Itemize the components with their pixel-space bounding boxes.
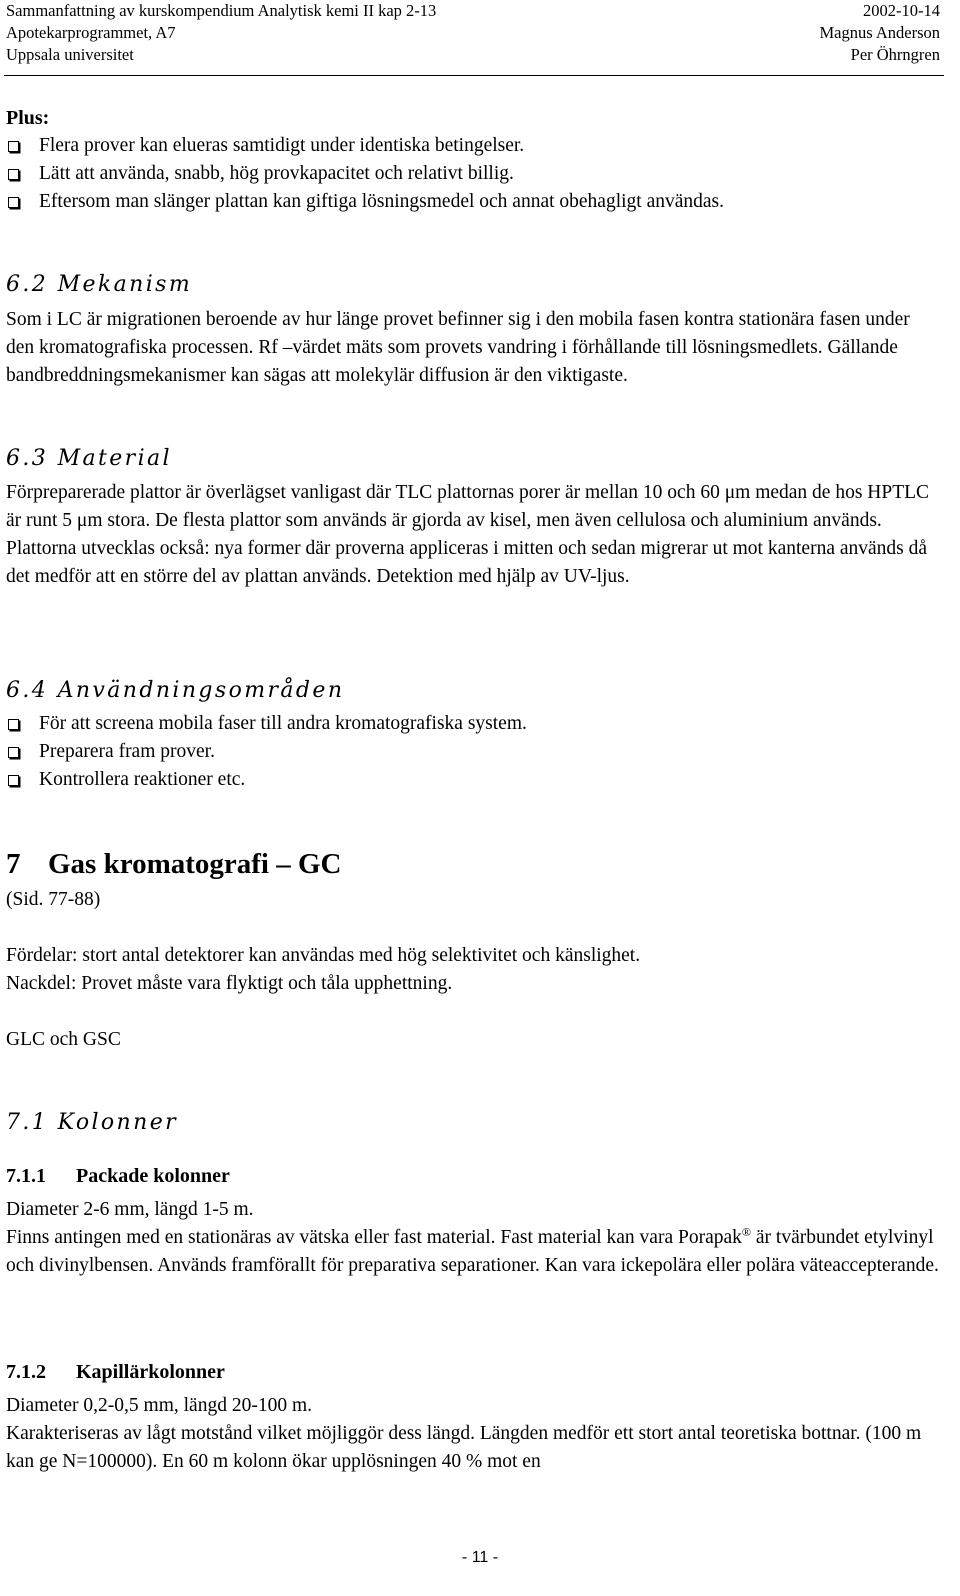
list-item: Lätt att använda, snabb, hög provkapacitet och relativt billig. [6, 160, 942, 188]
checkbox-bullet-icon [8, 719, 19, 730]
header-divider [4, 75, 944, 76]
chapter-pros: Fördelar: stort antal detektorer kan användas med hög selektivitet och känslighet. [6, 945, 641, 966]
checkbox-bullet-icon [8, 775, 19, 786]
chapter-7 [6, 846, 942, 1054]
subsection-heading [6, 1162, 942, 1190]
checkbox-bullet-icon [8, 141, 19, 152]
chapter-page-ref: (Sid. 77-88) [6, 889, 101, 910]
header-course-title: Sammanfattning av kurskompendium Analytisk kemi II kap 2-13 [6, 1, 437, 20]
section-6-2 [6, 270, 942, 390]
list-item: För att screena mobila faser till andra kromatografiska system. [6, 710, 942, 738]
header-program: Apotekarprogrammet, A7 [6, 23, 176, 42]
subsection-title: Kapillärkolonner [76, 1361, 225, 1383]
header-date: 2002-10-14 [863, 1, 940, 20]
section-heading: 6.4 Användningsområden [6, 678, 345, 703]
subsection-dimensions: Diameter 0,2-0,5 mm, längd 20-100 m. [6, 1395, 312, 1416]
checkbox-bullet-icon [8, 197, 19, 208]
list-item: Flera prover kan elueras samtidigt under identiska betingelser. [6, 132, 942, 160]
list-item: Eftersom man slänger plattan kan giftiga lösningsmedel och annat obehagligt användas. [6, 188, 942, 216]
section-6-4 [6, 676, 942, 794]
section-paragraph: Förpreparerade plattor är överlägset vanligast där TLC plattornas porer är mellan 10 och 60 μm medan de hos HPTLC är runt 5 μm stora. De flesta plattor som används är gjorda av kisel, men även cellulosa och aluminium används. Plattorna utvecklas också: nya former där proverna appliceras i mitten och sedan migrerar ut mot kanterna används då det medför att en större del av plattan används. Detektion med hjälp av UV-ljus. [6, 482, 930, 587]
chapter-number: 7 [6, 848, 21, 880]
plus-list [6, 132, 942, 216]
chapter-title: Gas kromatografi – GC [48, 848, 342, 880]
header-line-3 [6, 44, 940, 72]
section-7-1-2 [6, 1358, 942, 1476]
section-paragraph: Som i LC är migrationen beroende av hur länge provet befinner sig i den mobila fasen kontra stationära fasen under den kromatografiska processen. Rf –värdet mäts som provets vandring i förhållande till lösningsmedlets. Gällande bandbreddningsmekanismer kan sägas att molekylär diffusion är den viktigaste. [6, 309, 910, 386]
header-author-2: Per Öhrngren [850, 45, 940, 64]
checkbox-bullet-icon [8, 169, 19, 180]
registered-mark: ® [741, 1225, 752, 1239]
plus-section [6, 104, 942, 216]
section-heading: 6.3 Material [6, 446, 172, 471]
chapter-types: GLC och GSC [6, 1029, 121, 1050]
section-7-1-1 [6, 1162, 942, 1280]
subsection-title: Packade kolonner [76, 1165, 230, 1187]
section-heading: 6.2 Mekanism [6, 272, 193, 297]
page-number: - 11 - [461, 1549, 499, 1566]
chapter-cons: Nackdel: Provet måste vara flyktigt och tåla upphettning. [6, 973, 453, 994]
section-heading: 7.1 Kolonner [6, 1110, 179, 1135]
section-6-3 [6, 444, 942, 591]
subsection-number: 7.1.2 [6, 1361, 46, 1383]
checkbox-bullet-icon [8, 747, 19, 758]
subsection-paragraph: Karakteriseras av lågt motstånd vilket möjliggör dess längd. Längden medför ett stort antal teoretiska bottnar. (100 m kan ge N=100000). En 60 m kolonn ökar upplösningen 40 % mot en [6, 1423, 922, 1472]
list-item: Preparera fram prover. [6, 738, 942, 766]
header-university: Uppsala universitet [6, 45, 134, 64]
list-item: Kontrollera reaktioner etc. [6, 766, 942, 794]
plus-label: Plus: [6, 107, 50, 129]
chapter-heading [6, 846, 942, 882]
subsection-paragraph: Finns antingen med en stationäras av vätska eller fast material. Fast material kan vara Porapak® är tvärbundet etylvinyl och divinylbensen. Används framförallt för preparativa separationer. Kan vara ickepolära eller polära väteaccepterande. [6, 1225, 939, 1276]
subsection-heading [6, 1358, 942, 1386]
section-7-1 [6, 1108, 942, 1138]
usage-list [6, 710, 942, 794]
subsection-number: 7.1.1 [6, 1165, 46, 1187]
subsection-dimensions: Diameter 2-6 mm, längd 1-5 m. [6, 1199, 254, 1220]
header-author-1: Magnus Anderson [819, 23, 940, 42]
